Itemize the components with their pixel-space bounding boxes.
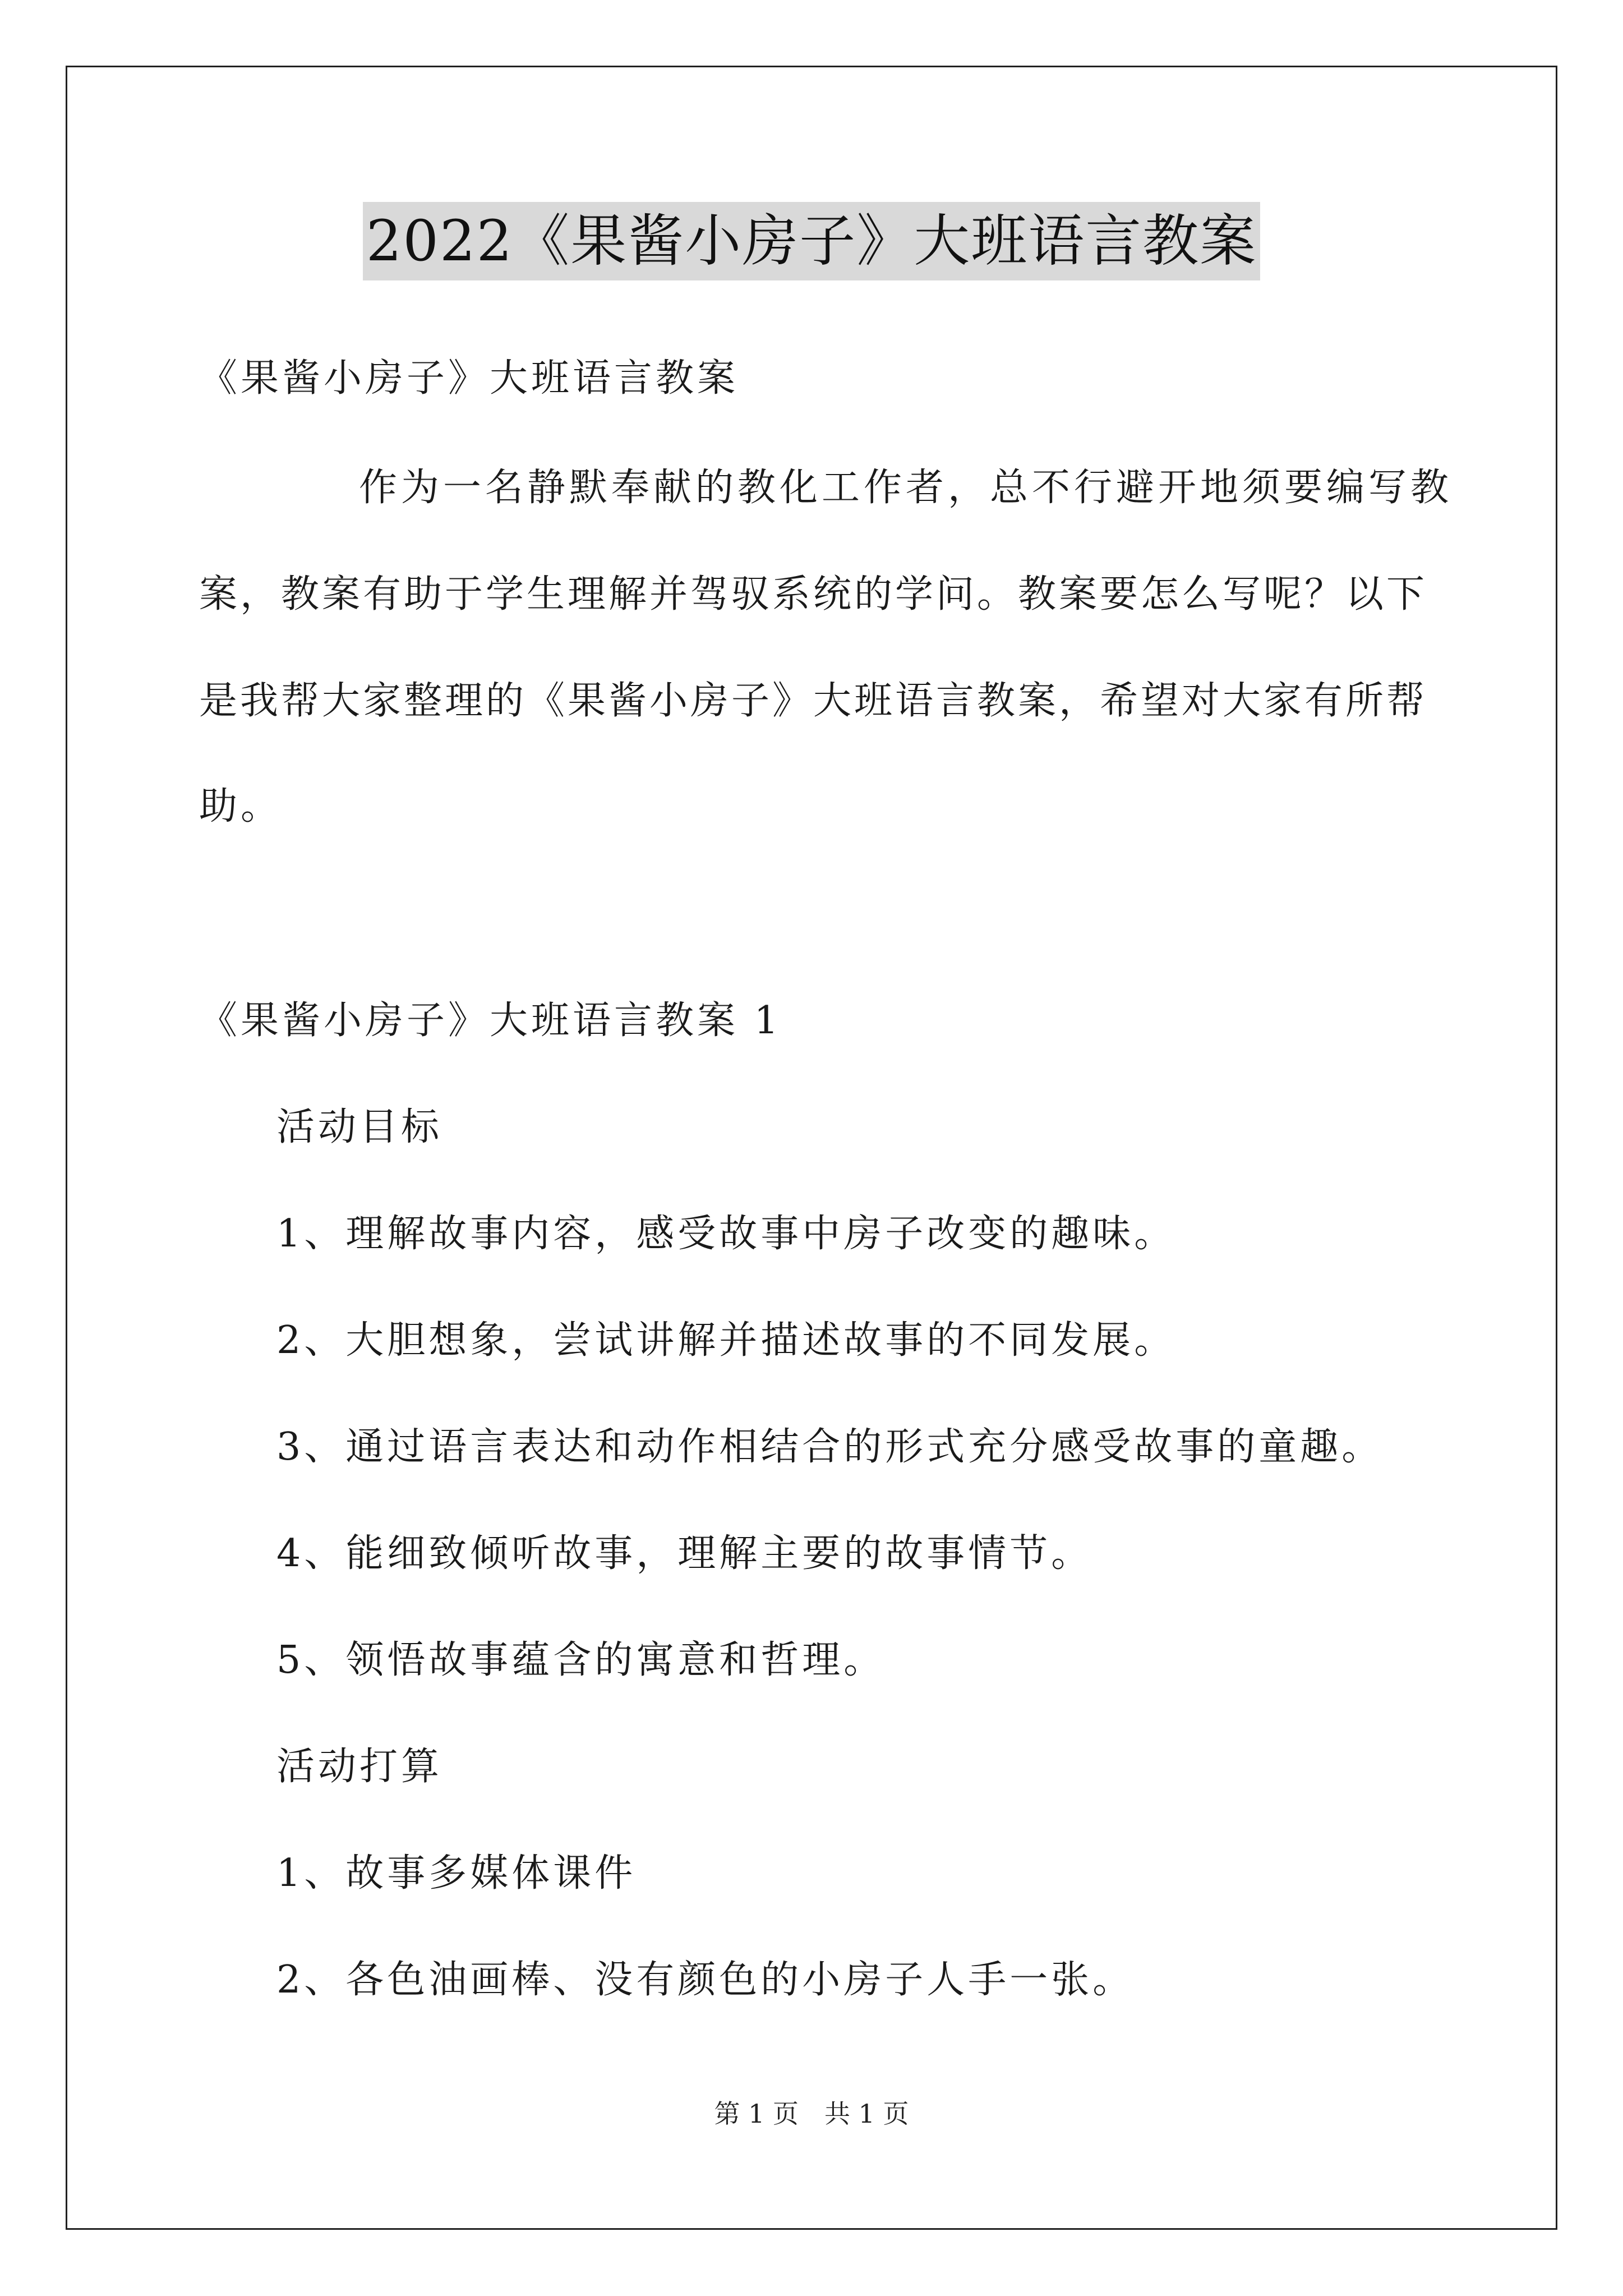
prep-heading: 活动打算 — [276, 1745, 443, 1789]
goal-item-4: 4、能细致倾听故事，理解主要的故事情节。 — [276, 1531, 1093, 1576]
intro-line-4: 助。 — [199, 784, 283, 829]
prep-item-1: 1、故事多媒体课件 — [276, 1851, 637, 1895]
goal-item-2: 2、大胆想象，尝试讲解并描述故事的不同发展。 — [276, 1318, 1176, 1363]
intro-line-3: 是我帮大家整理的《果酱小房子》大班语言教案，希望对大家有所帮 — [199, 679, 1424, 723]
intro-line-1: 作为一名静默奉献的教化工作者，总不行避开地须要编写教 — [359, 466, 1453, 510]
document-title: 2022《果酱小房子》大班语言教案 — [363, 202, 1261, 280]
page-footer: 第 1 页 共 1 页 — [714, 2099, 909, 2129]
goal-item-5: 5、领悟故事蕴含的寓意和哲理。 — [276, 1638, 886, 1682]
goal-item-1: 1、理解故事内容，感受故事中房子改变的趣味。 — [276, 1212, 1176, 1256]
section-title: 《果酱小房子》大班语言教案 1 — [199, 999, 782, 1043]
title-container — [0, 202, 1623, 280]
goals-heading: 活动目标 — [276, 1105, 443, 1149]
intro-line-2: 案，教案有助于学生理解并驾驭系统的学问。教案要怎么写呢？以下 — [199, 572, 1424, 616]
document-subtitle: 《果酱小房子》大班语言教案 — [199, 356, 739, 401]
prep-item-2: 2、各色油画棒、没有颜色的小房子人手一张。 — [276, 1958, 1135, 2002]
goal-item-3: 3、通过语言表达和动作相结合的形式充分感受故事的童趣。 — [276, 1425, 1384, 1469]
